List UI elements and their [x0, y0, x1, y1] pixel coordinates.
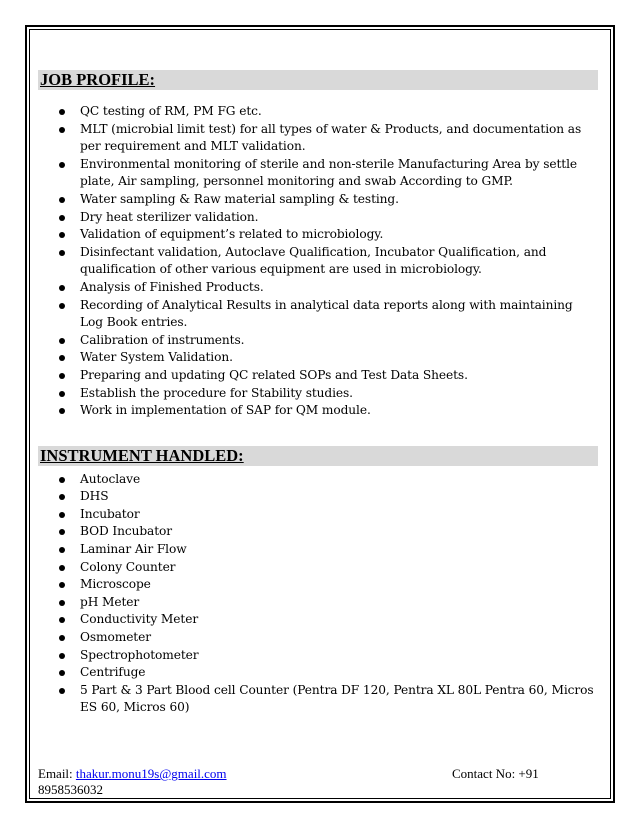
bullet-icon — [59, 477, 65, 483]
instrument-item-text: DHS — [80, 489, 109, 504]
bullet-icon — [59, 215, 65, 221]
job-profile-item-text: Analysis of Finished Products. — [80, 279, 264, 294]
instrument-item — [38, 471, 598, 489]
bullet-icon — [59, 670, 65, 676]
instrument-item — [38, 682, 598, 717]
job-profile-item-text: Preparing and updating QC related SOPs and Test Data Sheets. — [80, 367, 468, 382]
bullet-icon — [59, 355, 65, 361]
document-body — [38, 70, 598, 717]
bullet-icon — [59, 373, 65, 379]
job-profile-heading: JOB PROFILE: — [38, 70, 598, 90]
bullet-icon — [59, 600, 65, 606]
instrument-item-text: Colony Counter — [80, 559, 176, 574]
bullet-icon — [59, 688, 65, 694]
job-profile-item-text: Work in implementation of SAP for QM module. — [80, 403, 371, 418]
job-profile-item-text: Establish the procedure for Stability studies. — [80, 385, 353, 400]
phone-number: 8958536032 — [38, 782, 103, 797]
instrument-item — [38, 576, 598, 594]
job-profile-item — [38, 226, 598, 244]
job-profile-item — [38, 209, 598, 227]
job-profile-item — [38, 402, 598, 420]
bullet-icon — [59, 303, 65, 309]
job-profile-item-text: Water sampling & Raw material sampling & testing. — [80, 191, 399, 206]
instrument-item — [38, 506, 598, 524]
job-profile-item — [38, 156, 598, 191]
bullet-icon — [59, 285, 65, 291]
bullet-icon — [59, 547, 65, 553]
instrument-item — [38, 541, 598, 559]
bullet-icon — [59, 197, 65, 203]
instrument-item — [38, 488, 598, 506]
job-profile-item — [38, 103, 598, 121]
job-profile-item — [38, 191, 598, 209]
email-link[interactable]: thakur.monu19s@gmail.com — [75, 766, 227, 781]
job-profile-item-text: Water System Validation. — [80, 350, 233, 365]
bullet-icon — [59, 512, 65, 518]
instrument-item — [38, 664, 598, 682]
bullet-icon — [59, 127, 65, 133]
footer — [38, 766, 558, 798]
bullet-icon — [59, 162, 65, 168]
job-profile-item-text: QC testing of RM, PM FG etc. — [80, 104, 262, 118]
bullet-icon — [59, 109, 65, 115]
bullet-icon — [59, 232, 65, 238]
instrument-item — [38, 647, 598, 665]
job-profile-item — [38, 297, 598, 332]
instrument-item — [38, 559, 598, 577]
bullet-icon — [59, 338, 65, 344]
footer-line-1 — [38, 766, 558, 782]
instrument-item-text: Osmometer — [80, 630, 151, 645]
instrument-item-text: pH Meter — [80, 594, 140, 609]
instrument-item-text: Centrifuge — [80, 665, 146, 680]
bullet-icon — [59, 494, 65, 500]
bullet-icon — [59, 617, 65, 623]
bullet-icon — [59, 565, 65, 571]
job-profile-item — [38, 244, 598, 279]
job-profile-item — [38, 121, 598, 156]
email-label: Email: — [38, 766, 76, 781]
instrument-item-text: BOD Incubator — [80, 524, 172, 539]
job-profile-item-text: MLT (microbial limit test) for all types of water & Products, and documentation as per requirement and MLT validation. — [80, 121, 582, 154]
contact-label: Contact No: +91 — [452, 766, 539, 781]
instrument-list — [38, 471, 598, 717]
instrument-item-text: Autoclave — [80, 471, 141, 486]
instrument-item — [38, 611, 598, 629]
job-profile-item-text: Dry heat sterilizer validation. — [80, 209, 259, 224]
bullet-icon — [59, 408, 65, 414]
job-profile-item-text: Environmental monitoring of sterile and non-sterile Manufacturing Area by settle plate, Air sampling, personnel monitoring and swab According to GMP. — [80, 156, 577, 189]
bullet-icon — [59, 529, 65, 535]
job-profile-item — [38, 349, 598, 367]
bullet-icon — [59, 635, 65, 641]
instrument-item-text: 5 Part & 3 Part Blood cell Counter (Pentra DF 120, Pentra XL 80L Pentra 60, Micros ES 60, Micros 60) — [80, 682, 594, 715]
bullet-icon — [59, 250, 65, 256]
job-profile-item — [38, 279, 598, 297]
job-profile-item — [38, 385, 598, 403]
job-profile-item — [38, 367, 598, 385]
bullet-icon — [59, 582, 65, 588]
bullet-icon — [59, 653, 65, 659]
job-profile-item-text: Calibration of instruments. — [80, 332, 245, 347]
job-profile-item — [38, 332, 598, 350]
instrument-item-text: Conductivity Meter — [80, 612, 199, 627]
instrument-item — [38, 523, 598, 541]
instrument-item-text: Incubator — [80, 506, 140, 521]
instrument-item-text: Spectrophotometer — [80, 647, 199, 662]
job-profile-item-text: Recording of Analytical Results in analytical data reports along with maintaining Log Book entries. — [80, 297, 573, 330]
instrument-item-text: Microscope — [80, 577, 151, 592]
instrument-item-text: Laminar Air Flow — [80, 542, 187, 557]
job-profile-item-text: Disinfectant validation, Autoclave Qualification, Incubator Qualification, and qualification of other various equipment are used in microbiology. — [80, 244, 547, 277]
instrument-handled-heading: INSTRUMENT HANDLED: — [38, 446, 598, 466]
instrument-item — [38, 594, 598, 612]
instrument-item — [38, 629, 598, 647]
job-profile-list — [38, 103, 598, 420]
job-profile-item-text: Validation of equipment’s related to microbiology. — [80, 227, 384, 242]
bullet-icon — [59, 391, 65, 397]
